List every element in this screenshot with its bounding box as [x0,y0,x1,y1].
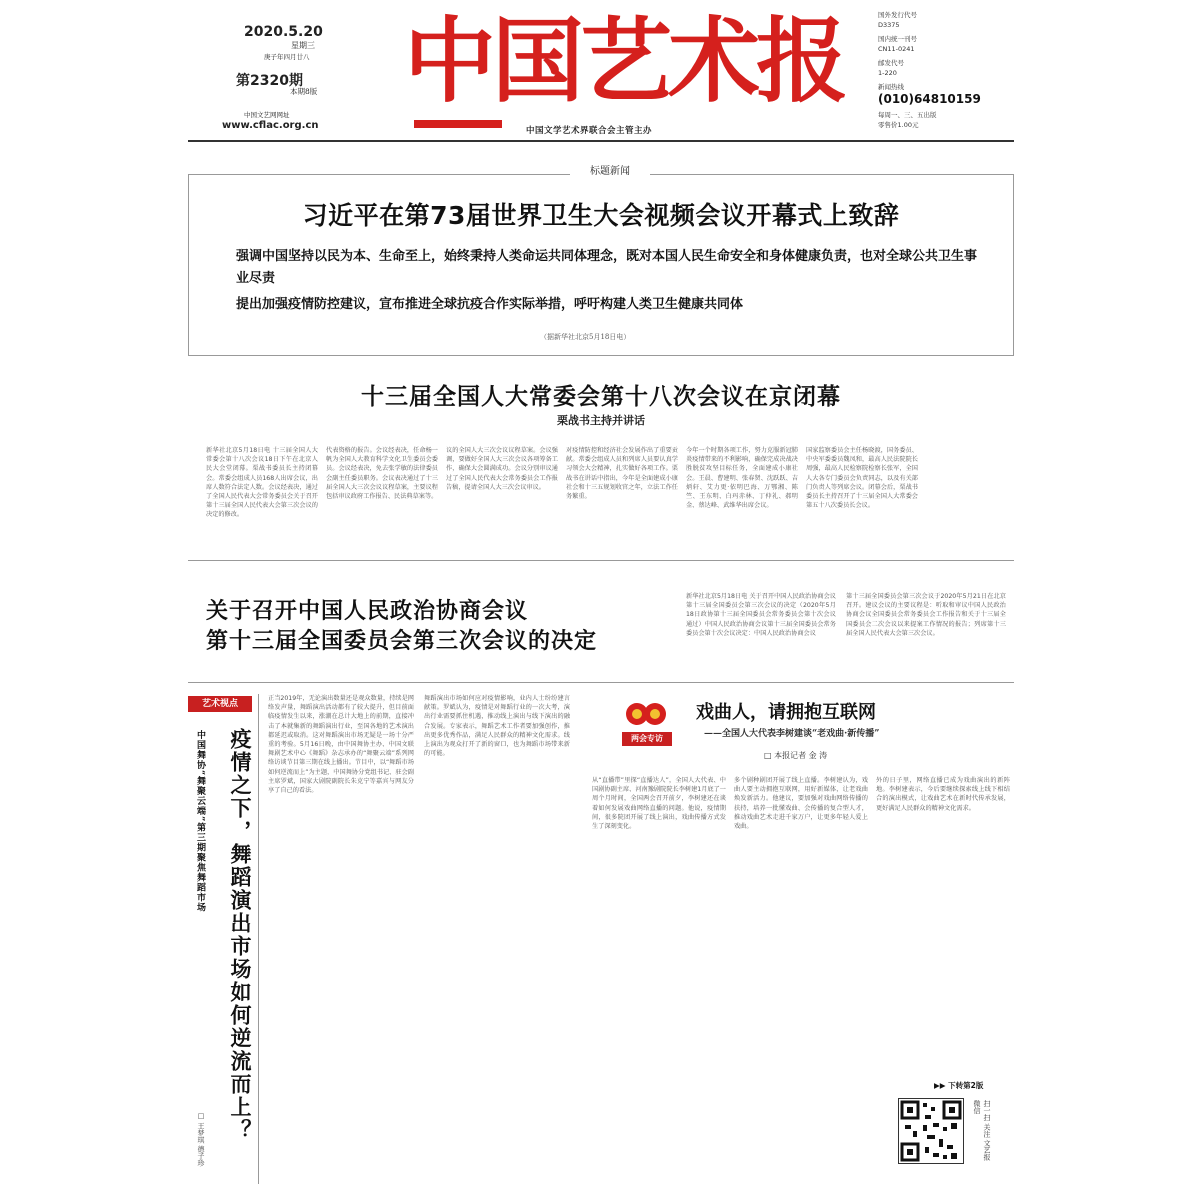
weekday: 星期三 [291,41,315,50]
cppcc-column-1: 新华社北京5月18日电 关于召开中国人民政治协商会议第十三届全国委员会第三次会议的决定（2020年5月18日政协第十三届全国委员会常务委员会第十次会议通过）中国人民政治协商会议第十三届全国委员会常务委员会第十次会议决定：中国人民政治协商会议 [686,593,836,637]
feature-column-1: 正当2019年，无论演出数量还是观众数量，持续是网络发声量，舞蹈演出活动都有了较大提升，但目前面临疫情发生以来，涨潮在总计大地上的前期，直接冲击了本就集新的舞蹈演出行业，至国各地的艺术演出都延迟或取消。这对舞蹈演出市场无疑是一场十分严重的考验。5月16日晚，由中国舞协主办、中国文联舞剧艺术中心《舞蹈》杂志承办的“舞聚云端”系列网络访谈节目第三期在线上播出。节目中，以“舞蹈市场如何逆流而上”为主题，中国舞协分党组书记、驻会副主席罗斌，国家大剧院副院长朱克宁等嘉宾与网友分享了自己的看法。 [268,695,414,795]
section-divider-1 [188,560,1014,561]
cppcc-headline-line-2[interactable]: 第十三届全国委员会第三次会议的决定 [206,628,598,654]
npc-subhead: 栗战书主持并讲话 [557,414,645,427]
opera-subheadline: ——全国人大代表李树建谈“老戏曲·新传播” [704,729,880,739]
npc-column-4: 对疫情防控和经济社会发展作出了重要贡献。常委会组成人员和列席人员要认真学习领会大会精神，扎实做好各项工作。栗战书在讲话中指出，今年是全面建成小康社会和十三五规划收官之年，立法工作任务繁重。 [566,447,678,501]
masthead-bar [414,120,502,128]
intl-code-label: 国外发行代号 [878,11,917,19]
cn-code: CN11-0241 [878,45,915,53]
opera-headline[interactable]: 戏曲人，请拥抱互联网 [696,702,876,723]
cppcc-emblem-icon [622,700,668,730]
retail-price: 零售价1.00元 [878,121,919,129]
npc-column-2: 代表资格的报告。会议经表决，任命杨一帆为全国人大教育科学文化卫生委员会委员。会议经表决，免去张学敏的法律委员会副主任委员职务。会议表决通过了十三届全国人大三次会议议程草案，主要议程包括审议政府工作报告、民法典草案等。 [326,447,438,501]
lead-news-tag: 标题新闻 [570,163,650,181]
qr-code-icon[interactable] [898,1098,964,1164]
lunar-date: 庚子年四月廿八 [264,53,310,61]
opera-badge: 两会专访 [622,732,672,746]
page-count: 本期8版 [290,87,318,96]
npc-column-3: 议的全国人大三次会议议程草案。会议强调，要做好全国人大三次会议各项筹备工作，确保大会圆满成功。会议分别审议通过了全国人民代表大会常务委员会工作报告稿，提请全国人大三次会议审议。 [446,447,558,491]
opera-byline: □ 本报记者 金 涛 [764,751,828,760]
publish-schedule: 每周一、三、五出版 [878,111,937,119]
intl-code: D3375 [878,21,900,29]
lead-subhead-1: 强调中国坚持以民为本、生命至上，始终秉持人类命运共同体理念，既对本国人民生命安全和身体健康负责，也对全球公共卫生事业尽责 [236,249,978,286]
header-divider [188,140,1014,142]
opera-column-2: 多个剧种剧团开展了线上直播。李树建认为，戏曲人要主动拥抱互联网，用好新媒体，让老戏曲焕发新活力。他建议，要加强对戏曲网络传播的扶持，培养一批懂戏曲、会传播的复合型人才，推动戏曲艺术走进千家万户，让更多年轻人爱上戏曲。 [734,777,868,831]
feature-headline[interactable]: 疫情之下，舞蹈演出市场如何逆流而上？ [228,728,253,1142]
hotline-number: (010)64810159 [878,92,981,106]
website-link[interactable]: www.cflac.org.cn [222,120,319,131]
issue-date: 2020.5.20 [244,24,323,40]
qr-caption: 扫一扫 关注 文艺报微信 [973,1100,991,1161]
cn-code-label: 国内统一刊号 [878,35,917,43]
lead-source: （据新华社北京5月18日电） [540,333,631,341]
lead-headline[interactable]: 习近平在第73届世界卫生大会视频会议开幕式上致辞 [302,201,900,230]
continued-link[interactable]: ▶▶ 下转第2版 [934,1081,984,1090]
cppcc-column-2: 第十三届全国委员会第三次会议于2020年5月21日在北京召开。建议会议的主要议程是：听取和审议中国人民政治协商会议全国委员会常务委员会工作报告和关于十三届全国委员会二次会议以来提案工作情况的报告；列席第十三届全国人民代表大会第三次会议。 [846,593,1006,637]
masthead-logo: 中国艺术报 [404,7,845,115]
post-code-label: 邮发代号 [878,59,904,67]
npc-column-5: 今年一个时期各项工作，努力克服新冠肺炎疫情带来的不利影响，确保完成决战决胜脱贫攻坚目标任务，全面建成小康社会。王晨、曹建明、张春贤、沈跃跃、吉炳轩、艾力更·依明巴海、万鄂湘、陈竺、王东明、白玛赤林、丁仲礼、郝明金、蔡达峰、武维华出席会议。 [686,447,798,510]
cppcc-headline-line-1[interactable]: 关于召开中国人民政治协商会议 [206,598,529,624]
website-label: 中国文艺网网址 [244,111,290,119]
lead-subhead-2: 提出加强疫情防控建议，宣布推进全球抗疫合作实际举措，呼吁构建人类卫生健康共同体 [236,297,744,312]
feature-tag: 艺术视点 [188,696,252,712]
npc-column-1: 新华社北京5月18日电 十三届全国人大常委会第十八次会议18日下午在北京人民大会堂闭幕。栗战书委员长主持闭幕会。常委会组成人员168人出席会议，出席人数符合法定人数。会议经表决，通过了全国人民代表大会常务委员会关于召开第十三届全国人民代表大会第三次会议的决定的修改。 [206,447,318,519]
feature-subheadline: 中国舞协“舞聚云端”第三期聚焦舞蹈市场 [195,730,205,913]
hotline-label: 新闻热线 [878,83,904,91]
issue-number: 第2320期 [236,73,303,89]
post-code: 1-220 [878,69,897,77]
npc-column-6: 国家监察委员会主任杨晓渡，国务委员、中央军委委员魏凤和，最高人民法院院长周强，最高人民检察院检察长张军，全国人大各专门委员会负责同志，以及有关部门负责人等列席会议。闭幕会后，栗战书委员长主持召开了十三届全国人大常委会第五十八次委员长会议。 [806,447,918,510]
feature-divider [258,694,259,1184]
opera-column-1: 从“直播带”里探“直播达人”，全国人大代表、中国剧协副主席、河南豫剧院院长李树建1月底了一周个月时间，全国两会召开前夕，李树建还在谈着如何发展戏曲网络直播的问题。他说，疫情期间，很多院团开展了线上演出，戏曲传播方式发生了深刻变化。 [592,777,726,831]
feature-byline: □ 王梦琪 德子珍 [197,1112,205,1167]
section-divider-2 [188,682,1014,683]
npc-headline[interactable]: 十三届全国人大常委会第十八次会议在京闭幕 [361,383,841,410]
feature-column-2: 舞蹈演出市场如何应对疫情影响，业内人士纷纷建言献策。罗斌认为，疫情是对舞蹈行业的一次大考，演出行业需要抓住机遇，推动线上演出与线下演出的融合发展。专家表示，舞蹈艺术工作者要加强创作，推出更多优秀作品，满足人民群众的精神文化需求。线上演出为观众打开了新的窗口，也为舞蹈市场带来新的可能。 [424,695,570,758]
masthead-subtitle: 中国文学艺术界联合会主管主办 [526,126,653,136]
opera-column-3: 外的日子里，网络直播已成为戏曲演出的新阵地。李树建表示，今后要继续探索线上线下相结合的演出模式，让戏曲艺术在新时代传承发展，更好满足人民群众的精神文化需求。 [876,777,1010,812]
